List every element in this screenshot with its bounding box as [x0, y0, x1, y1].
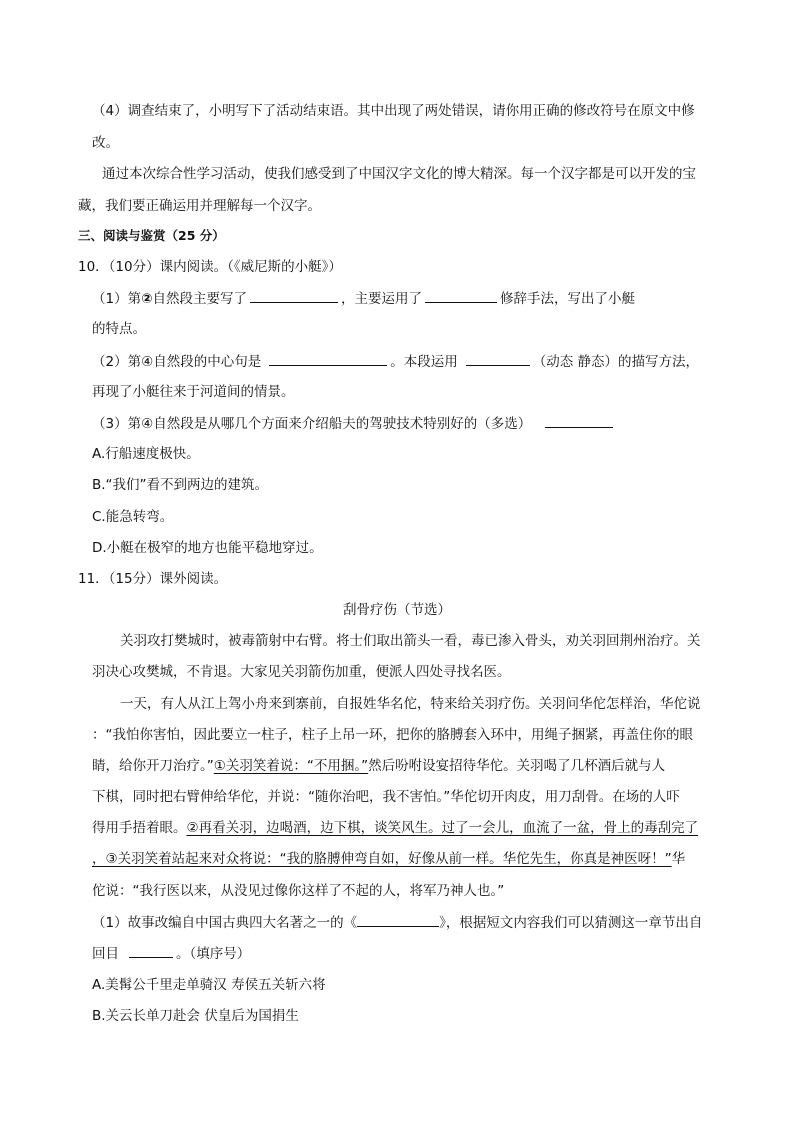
q9-4-line2: 改。	[92, 135, 119, 151]
passage-para2-line2: ：“我怕你害怕，因此要立一柱子，柱子上吊一环，把你的胳膊套入环中，用绳子捆紧，再盖住你的眼	[92, 727, 693, 743]
q11-q1-blank-2[interactable]	[129, 943, 173, 958]
q11-q1-line2	[92, 943, 250, 964]
passage-para2-line6-b: 华	[671, 851, 686, 867]
q10-p2-text-b: 。本段运用	[390, 354, 458, 370]
q10-option-d: D.小艇在极窄的地方也能平稳地穿过。	[92, 540, 323, 556]
passage-title: 刮骨疗伤（节选）	[343, 602, 451, 618]
q10-header: 10．（10分）课内阅读。（《威尼斯的小艇》）	[78, 259, 342, 275]
q10-p1-text-c: ，主要运用了	[341, 291, 423, 307]
passage-para2-line5	[92, 818, 698, 838]
passage-para1-line2: 羽决心攻樊城，不肯退。大家见关羽箭伤加重，便派人四处寻找名医。	[92, 664, 511, 680]
q10-p2-blank-2[interactable]	[466, 351, 530, 366]
q11-q1-blank-1[interactable]	[357, 912, 439, 927]
q10-option-b: B.“我们”看不到两边的建筑。	[92, 477, 269, 493]
q11-q1-text-b: 》，根据短文内容我们可以猜测这一章节出自	[439, 915, 703, 931]
q10-p1-text-d: 修辞手法，写出了小艇	[500, 291, 636, 307]
q10-p3	[92, 413, 616, 434]
q10-option-a: A.行船速度极快。	[92, 446, 200, 462]
passage-para2-line6	[92, 849, 685, 869]
passage-para2-line5-a: 得用手捂着眼。	[92, 820, 187, 836]
underlined-sentence-3: ，③关羽笑着站起来对众将说：“我的胳膊伸弯自如，好像从前一样。华佗先生，你真是神医呀！”	[92, 851, 672, 867]
q10-p1	[92, 288, 635, 309]
q10-p2-blank-1[interactable]	[269, 351, 387, 366]
passage-para2-line3	[92, 756, 665, 776]
q10-p3-blank[interactable]	[545, 413, 613, 428]
underlined-sentence-2: ②再看关羽，边喝酒，边下棋，谈笑风生。过了一会儿，血流了一盆，骨上的毒刮完了	[186, 820, 699, 836]
q10-p1-blank-2[interactable]	[425, 288, 497, 303]
q10-p1-text-a: （1）第	[92, 291, 142, 307]
underlined-sentence-1: ①关羽笑着说：“不用捆。”	[213, 758, 369, 774]
q10-p2-line2: 再现了小艇往来于河道间的情景。	[92, 384, 295, 400]
q11-option-a: A.美髯公千里走单骑汉 寿侯五关斩六将	[92, 977, 326, 993]
q10-p2-text-c: （动态 静态）的描写方法，	[532, 354, 699, 370]
q9-4-para1: 通过本次综合性学习活动，使我们感受到了中国汉字文化的博大精深。每一个汉字都是可以开发的宝	[102, 166, 696, 182]
q11-q1-text-d: 。（填序号）	[176, 946, 251, 962]
q10-p1-blank-1[interactable]	[250, 288, 338, 303]
section-title: 三、阅读与鉴赏（25 分）	[78, 228, 225, 243]
passage-para2-line3-a: 睛，给你开刀治疗。”	[92, 758, 214, 774]
q9-4-para2: 藏，我们要正确运用并理解每一个汉字。	[78, 198, 321, 214]
passage-para2-line4: 下棋，同时把右臂伸给华佗，并说：“随你治吧，我不害怕。”华佗切开肉皮，用刀刮骨。在场的人吓	[92, 789, 680, 805]
q11-q1	[92, 912, 702, 933]
q10-option-c: C.能急转弯。	[92, 509, 174, 525]
passage-para2-line1: 一天，有人从江上驾小舟来到寨前，自报姓华名佗，特来给关羽疗伤。关羽问华佗怎样治，华佗说	[120, 696, 701, 712]
passage-para2-line7: 佗说：“我行医以来，从没见过像你这样了不起的人，将军乃神人也。”	[92, 883, 505, 899]
q10-p2	[92, 351, 699, 372]
q10-p1-text-b: 自然段主要写了	[152, 291, 248, 307]
passage-para1-line1: 关羽攻打樊城时，被毒箭射中右臂。将士们取出箭头一看，毒已渗入骨头，劝关羽回荆州治疗。关	[120, 633, 701, 649]
q11-q1-text-a: （1）故事改编自中国古典四大名著之一的《	[92, 915, 358, 931]
q10-p3-text: （3）第④自然段是从哪几个方面来介绍船夫的驾驶技术特别好的（多选）	[92, 416, 532, 432]
q9-4-line1: （4）调查结束了，小明写下了活动结束语。其中出现了两处错误，请你用正确的修改符号在原文中修	[92, 103, 695, 119]
q11-header: 11．（15分）课外阅读。	[78, 571, 228, 587]
q10-p2-text-a: （2）第④自然段的中心句是	[92, 354, 262, 370]
q10-p1-line2: 的特点。	[92, 321, 146, 337]
q10-p1-circled-num: ②	[141, 291, 153, 307]
q11-q1-text-c: 回目	[92, 946, 119, 962]
passage-para2-line3-b: 然后吩咐设宴招待华佗。关羽喝了几杯酒后就与人	[368, 758, 666, 774]
q11-option-b: B.关云长单刀赴会 伏皇后为国捐生	[92, 1008, 299, 1024]
